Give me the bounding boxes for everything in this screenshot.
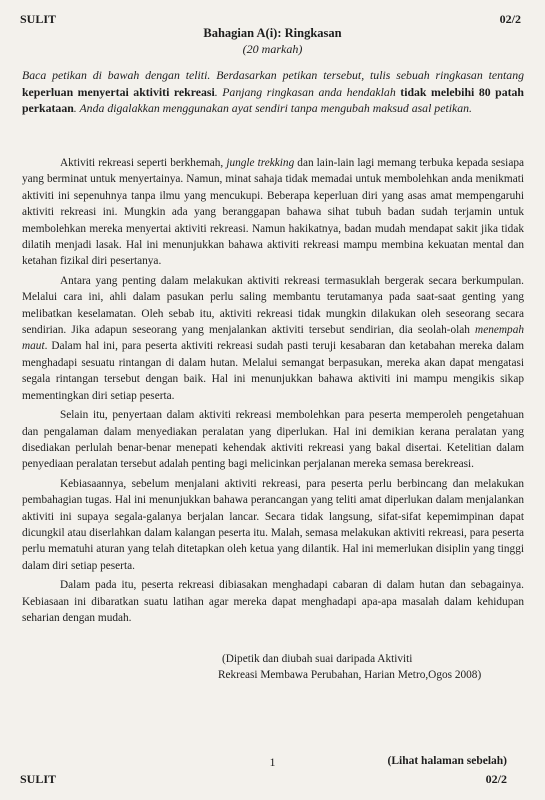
instruction-topic: keperluan menyertai aktiviti rekreasi	[22, 84, 215, 99]
instruction-word-limit: tidak melebihi 80 patah perkataan	[22, 84, 524, 115]
section-title: Bahagian A(i): Ringkasan	[203, 26, 342, 40]
paragraph-2-text-b: . Dalam hal ini, para peserta aktiviti rekreasi sudah pasti teruji kesabaran dan ketabahan mereka dalam menghadapi sesuatu rintangan di dalam hutan. Melalui semangat berpasukan, mereka akan dapat mengatasi segala rintangan tersebut dengan baik. Hal ini menunjukkan bahawa aktiviti ini mampu mengikis sikap mementingkan diri setiap peserta.	[22, 340, 524, 402]
paragraph-2-italic: menempah maut	[22, 324, 524, 353]
paragraph-4: Kebiasaannya, sebelum menjalani aktiviti rekreasi, para peserta perlu berbincang dan melakukan pembahagian tugas. Hal ini menunjukkan bahawa perancangan yang teliti amat diperlukan dalam menjalankan aktiviti ini supaya segala-galanya berjalan lancar. Secara tidak langsung, sifat-sifat kepemimpinan dapat dicungkil atau diserlahkan dalam kalangan peserta itu. Malah, semasa melakukan aktiviti rekreasi, para peserta perlu mematuhi aturan yang telah ditetapkan oleh ketua yang dilantik. Hal ini memerlukan disiplin yang tinggi dalam diri setiap peserta.	[22, 477, 524, 572]
instruction-part-3: . Anda digalakkan menggunakan ayat sendiri tanpa mengubah maksud asal petikan.	[73, 101, 472, 115]
passage	[22, 155, 524, 629]
instruction-part-1: Baca petikan di bawah dengan teliti. Berdasarkan petikan tersebut, tulis sebuah ringkasan tentang	[22, 68, 524, 82]
paragraph-3: Selain itu, penyertaan dalam aktiviti rekreasi membolehkan para peserta memperoleh pengetahuan dan pengalaman dalam menyediakan peralatan yang diperlukan. Hal ini demikian kerana peralatan yang disediakan perlulah benar-benar menepati kehendak aktiviti rekreasi yang bakal disertai. Ketelitian dalam penyediaan peralatan tersebut adalah penting bagi melicinkan perjalanan mereka semasa berekreasi.	[22, 409, 524, 471]
source-citation	[22, 651, 524, 683]
source-line-1: (Dipetik dan diubah suai daripada Aktiviti	[222, 653, 413, 665]
source-line-2: Rekreasi Membawa Perubahan, Harian Metro,Ogos 2008)	[218, 669, 482, 681]
instruction-part-2: . Panjang ringkasan anda hendaklah	[214, 84, 401, 99]
next-page-note: (Lihat halaman sebelah)	[387, 755, 507, 767]
paragraph-1-text-a: Aktiviti rekreasi seperti berkhemah,	[60, 157, 227, 169]
footer-confidential: SULIT	[20, 772, 57, 786]
header-confidential: SULIT	[20, 12, 57, 26]
paragraph-1-italic: jungle trekking	[226, 157, 295, 169]
footer-code: 02/2	[485, 772, 507, 786]
paragraph-1	[22, 155, 524, 270]
section-marks: (20 markah)	[242, 42, 303, 56]
instruction-text	[22, 67, 524, 117]
paragraph-2-text-a: Antara yang penting dalam melakukan aktiviti rekreasi termasuklah bergerak secara berkumpulan. Melalui cara ini, ahli dalam pasukan perlu saling membantu terutamanya pada saat-saat genting yang melibatkan keselamatan. Oleh sebab itu, aktiviti rekreasi tidak mungkin dilakukan oleh seseorang secara sendirian. Jika adapun seseorang yang menjalankan aktiviti tersebut sendirian, dia seolah-olah	[22, 274, 524, 337]
paragraph-2	[22, 273, 524, 404]
paragraph-1-text-b: dan lain-lain lagi memang terbuka kepada sesiapa yang berminat untuk menyertainya. Namun, minat sahaja tidak memadai untuk membolehkan anda menikmati aktiviti ini sepenuhnya tanpa ilmu yang mencukupi. Beberapa keperluan diri yang asas amat mempengaruhi aktiviti rekreasi ini. Mungkin ada yang beranggapan bahawa sihat tubuh badan sudah terjamin untuk membolehkan mereka menyertai aktiviti rekreasi. Namun hakikatnya, badan mudah mendapat sakit jika tidak dilatih menjadi lasak. Hal ini menunjukkan bahawa aktiviti rekreasi mampu membina kekuatan mental dan ketahan fizikal diri pesertanya.	[22, 157, 524, 268]
header-code: 02/2	[499, 12, 521, 26]
paragraph-5: Dalam pada itu, peserta rekreasi dibiasakan menghadapi cabaran di dalam hutan dan sebagainya. Kebiasaan ini dibaratkan suatu latihan agar mereka dapat menghadapi apa-apa masalah dalam kehidupan seharian dengan mudah.	[22, 579, 524, 624]
page-number: 1	[269, 755, 276, 769]
